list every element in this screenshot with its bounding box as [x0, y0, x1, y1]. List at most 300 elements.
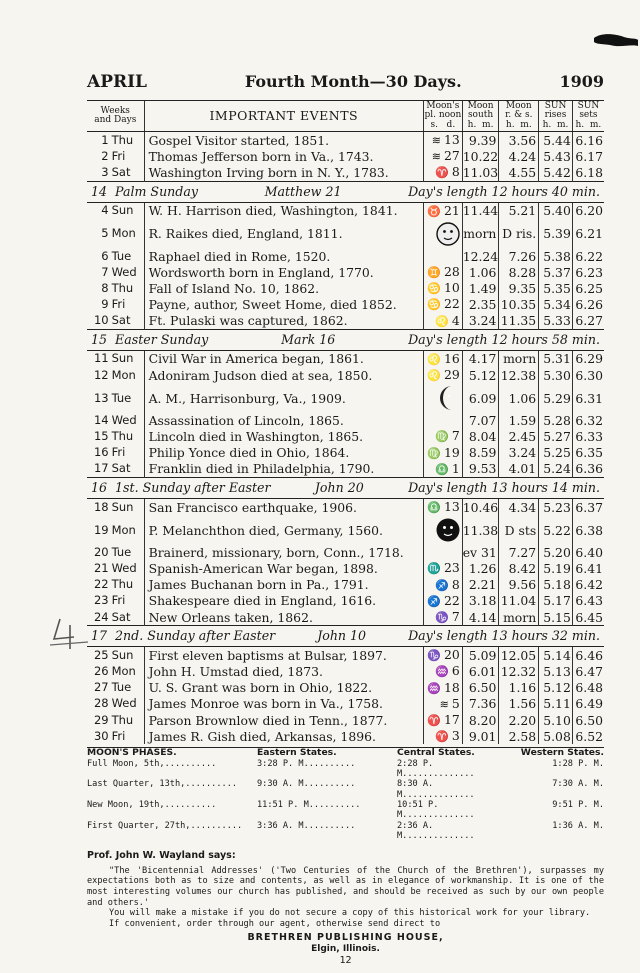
moon-south-cell: 2.21: [462, 577, 499, 593]
sun-sets-cell: 6.29: [572, 350, 604, 367]
moon-place-cell: [423, 383, 462, 413]
sun-sets-cell: 6.30: [572, 367, 604, 383]
col-moon-south: Moon south h. m.: [462, 101, 499, 132]
sun-rises-cell: 5.15: [539, 609, 573, 626]
week-gospel: Mark 16: [281, 331, 336, 347]
event-cell: Philip Yonce died in Ohio, 1864.: [144, 445, 423, 461]
sun-rises-cell: 5.25: [539, 445, 573, 461]
day-row: [87, 647, 604, 664]
event-cell: Ft. Pulaski was captured, 1862.: [144, 313, 423, 330]
moon-rise-set-cell: 2.45: [499, 428, 539, 444]
moon-degree: 29: [443, 367, 460, 383]
moon-rise-set-cell: morn: [499, 350, 539, 367]
weekday: Sat: [111, 313, 131, 328]
sun-sets-cell: 6.52: [572, 728, 604, 744]
day-label: [87, 313, 144, 330]
weekday: Tue: [111, 248, 132, 263]
zodiac-sign-icon: ♌: [435, 314, 449, 328]
moon-place-cell: [423, 577, 462, 593]
sun-sets-cell: 6.26: [572, 296, 604, 312]
day-number: 22: [93, 577, 109, 592]
col-weeks-days: Weeks and Days: [87, 101, 144, 132]
moon-degree: 13: [443, 132, 460, 147]
day-number: 7: [101, 264, 109, 279]
day-number: 20: [93, 545, 109, 560]
calendar-table: [87, 101, 604, 744]
day-number: 15: [93, 428, 109, 443]
day-number: 11: [93, 351, 109, 366]
month-label: APRIL: [87, 72, 148, 92]
moon-phase-row: [87, 821, 604, 842]
week-heading-row: [87, 329, 604, 350]
day-number: 21: [93, 560, 109, 575]
col-sun-rises: SUN rises h. m.: [539, 101, 573, 132]
day-label: [87, 560, 144, 576]
zodiac-sign-icon: ♒: [427, 681, 441, 695]
moon-degree: 7: [451, 609, 460, 625]
day-row: [87, 148, 604, 164]
moon-south-cell: 4.14: [462, 609, 499, 626]
zodiac-sign-icon: ♐: [435, 578, 449, 592]
sun-sets-cell: 6.31: [572, 383, 604, 413]
moon-rise-set-cell: 3.56: [499, 132, 539, 149]
moon-rise-set-cell: 4.55: [499, 164, 539, 181]
phase-label: Last Quarter, 13th,..........: [87, 779, 238, 790]
zodiac-sign-icon: ♉: [427, 204, 441, 218]
day-number: 4: [101, 203, 109, 218]
day-row: [87, 712, 604, 728]
moon-rise-set-cell: 9.35: [499, 280, 539, 296]
moon-degree: 6: [451, 663, 460, 679]
sun-rises-cell: 5.31: [539, 350, 573, 367]
moon-place-cell: [423, 132, 462, 149]
day-row: [87, 350, 604, 367]
moon-place-cell: [423, 202, 462, 219]
event-cell: Gospel Visitor started, 1851.: [144, 132, 423, 149]
moon-degree: 27: [443, 148, 460, 164]
day-number: 3: [101, 164, 109, 179]
day-number: 6: [101, 248, 109, 263]
moon-degree: 10: [443, 280, 460, 296]
moon-south-cell: 6.50: [462, 680, 499, 696]
day-label: [87, 264, 144, 280]
day-label: [87, 545, 144, 560]
sun-sets-cell: 6.18: [572, 164, 604, 181]
year-label: 1909: [559, 72, 604, 91]
phase-eastern-time: 11:51 P. M..........: [257, 799, 361, 810]
day-label: [87, 680, 144, 696]
sun-rises-cell: 5.19: [539, 560, 573, 576]
week-number: 16: [91, 480, 108, 496]
week-gospel: Matthew 21: [264, 183, 342, 199]
moon-place-cell: [423, 663, 462, 679]
day-label: [87, 696, 144, 712]
weekday: Fri: [111, 296, 126, 311]
moon-place-cell: [423, 560, 462, 576]
moon-place-cell: [423, 264, 462, 280]
moon-phases-header: [87, 748, 604, 758]
col-sun-sets: SUN sets h. m.: [572, 101, 604, 132]
moon-south-cell: 11.44: [462, 203, 499, 219]
moon-rise-set-cell: 7.27: [499, 545, 539, 560]
event-cell: Adoniram Judson died at sea, 1850.: [144, 367, 423, 383]
event-cell: First eleven baptisms at Bulsar, 1897.: [144, 647, 423, 664]
weekday: Mon: [111, 663, 136, 678]
moon-rise-set-cell: 12.38: [499, 367, 539, 383]
moon-place-cell: [423, 413, 462, 428]
moon-phases-rows: [87, 759, 604, 841]
sun-rises-cell: 5.18: [539, 577, 573, 593]
day-row: [87, 663, 604, 679]
moon-south-cell: 8.59: [462, 445, 499, 461]
weekday: Wed: [111, 560, 137, 575]
sun-rises-cell: 5.39: [539, 219, 573, 249]
day-row: [87, 413, 604, 428]
sun-sets-cell: 6.48: [572, 680, 604, 696]
moon-south-cell: ev 31: [462, 545, 499, 560]
ad-paragraph-1: "The 'Bicentennial Addresses' ('Two Centuries of the Church of the Brethren'), surpasses my expectations both as to size and contents, as well as in elegance of workmanship. It is one of the most interesting volumes our church has published, and should be received as such by our own people and others.': [87, 865, 604, 908]
day-label: [87, 249, 144, 264]
phase-eastern-time: 9:30 A. M..........: [257, 779, 356, 790]
weekday: Thu: [111, 132, 134, 147]
moon-phase-row: [87, 800, 604, 821]
moon-degree: 8: [451, 164, 460, 180]
zodiac-sign-icon: ♈: [427, 714, 441, 728]
weekday: Thu: [111, 428, 134, 443]
moon-place-cell: [423, 148, 462, 164]
moon-place-cell: [423, 164, 462, 181]
day-label: [87, 593, 144, 609]
day-number: 13: [93, 390, 109, 405]
weekday: Wed: [111, 696, 137, 711]
zodiac-sign-icon: ≋: [431, 134, 441, 147]
event-cell: James R. Gish died, Arkansas, 1896.: [144, 728, 423, 744]
event-cell: W. H. Harrison died, Washington, 1841.: [144, 202, 423, 219]
moon-place-cell: [423, 219, 462, 249]
event-cell: James Buchanan born in Pa., 1791.: [144, 577, 423, 593]
col-events: IMPORTANT EVENTS: [144, 101, 423, 132]
week-name: Easter Sunday: [115, 331, 209, 347]
zodiac-sign-icon: ♌: [427, 369, 441, 383]
event-cell: Parson Brownlow died in Tenn., 1877.: [144, 712, 423, 728]
phase-eastern-time: 3:36 A. M..........: [257, 820, 356, 831]
day-row: [87, 428, 604, 444]
moon-south-cell: 12.24: [462, 248, 499, 264]
day-row: [87, 313, 604, 330]
day-label: [87, 132, 144, 149]
day-label: [87, 202, 144, 219]
sun-sets-cell: 6.33: [572, 428, 604, 444]
sun-sets-cell: 6.41: [572, 560, 604, 576]
weekday: Mon: [111, 522, 136, 537]
moon-rise-set-cell: 12.32: [499, 663, 539, 679]
week-gospel: John 10: [317, 628, 367, 644]
week-day-length: Day's length 13 hours 32 min.: [408, 628, 600, 644]
zodiac-sign-icon: ≋: [439, 697, 449, 711]
moon-degree: 8: [451, 576, 460, 592]
ad-city: Elgin, Illinois.: [311, 943, 380, 954]
event-cell: Thomas Jefferson born in Va., 1743.: [144, 148, 423, 164]
sun-rises-cell: 5.30: [539, 367, 573, 383]
sun-rises-cell: 5.29: [539, 383, 573, 413]
weekday: Fri: [111, 445, 126, 460]
week-heading-cell: [87, 626, 604, 647]
moon-rise-set-cell: 11.04: [499, 593, 539, 609]
moon-south-cell: 3.24: [462, 313, 499, 330]
day-row: [87, 219, 604, 249]
day-row: [87, 280, 604, 296]
moon-place-cell: [423, 367, 462, 383]
day-label: [87, 499, 144, 516]
moon-rise-set-cell: D ris.: [499, 219, 539, 249]
event-cell: Washington Irving born in N. Y., 1783.: [144, 164, 423, 181]
moon-place-cell: [423, 499, 462, 516]
sun-sets-cell: 6.22: [572, 249, 604, 264]
sun-rises-cell: 5.23: [539, 499, 573, 516]
moon-south-cell: 9.01: [462, 728, 499, 744]
sun-rises-cell: 5.17: [539, 593, 573, 609]
day-row: [87, 593, 604, 609]
ink-smudge: [590, 30, 638, 50]
moon-south-cell: 10.22: [462, 148, 499, 164]
phase-western-time: 1:28 P. M.: [552, 758, 604, 769]
zodiac-sign-icon: ♑: [435, 611, 449, 625]
sun-rises-cell: 5.08: [539, 728, 573, 744]
moon-south-cell: 11.03: [462, 164, 499, 180]
moon-phase-row: [87, 759, 604, 780]
weekday: Thu: [111, 577, 134, 592]
sun-sets-cell: 6.20: [572, 202, 604, 219]
phase-central-time: 2:36 A. M..............: [397, 820, 475, 841]
sun-sets-cell: 6.17: [572, 148, 604, 164]
event-cell: R. Raikes died, England, 1811.: [144, 219, 423, 249]
sun-sets-cell: 6.42: [572, 577, 604, 593]
day-row: [87, 264, 604, 280]
day-number: 16: [93, 445, 109, 460]
zodiac-sign-icon: ♈: [435, 730, 449, 744]
day-label: [87, 280, 144, 296]
day-label: [87, 428, 144, 444]
moon-place-cell: [423, 428, 462, 444]
weekday: Tue: [111, 390, 132, 405]
weekday: Tue: [111, 680, 132, 695]
moon-place-cell: [423, 461, 462, 478]
day-row: [87, 445, 604, 461]
weekday: Sun: [111, 647, 134, 662]
phase-label: New Moon, 19th,..........: [87, 799, 217, 810]
day-number: 30: [93, 728, 109, 743]
event-cell: Assassination of Lincoln, 1865.: [144, 413, 423, 428]
zodiac-sign-icon: ♈: [435, 166, 449, 180]
moon-rise-set-cell: 12.05: [499, 647, 539, 664]
calendar-body: [87, 132, 604, 745]
day-number: 25: [93, 647, 109, 662]
day-row: [87, 461, 604, 478]
day-number: 8: [101, 280, 109, 295]
moon-south-cell: 5.12: [462, 367, 499, 383]
moon-rise-set-cell: 4.34: [499, 499, 539, 516]
day-row: [87, 164, 604, 181]
col-moon-place: Moon's pl. noon s. d.: [424, 101, 462, 130]
zodiac-sign-icon: ♏: [427, 562, 441, 576]
page-number: 12: [339, 954, 352, 966]
weekday: Mon: [111, 367, 136, 382]
ad-byline: Prof. John W. Wayland says:: [87, 850, 236, 862]
moon-south-cell: 4.17: [462, 350, 499, 367]
moon-place-cell: [423, 545, 462, 560]
weekday: Sat: [111, 164, 131, 179]
moon-rise-set-cell: 8.28: [499, 264, 539, 280]
zodiac-sign-icon: ♋: [427, 282, 441, 296]
moon-south-cell: 8.20: [462, 712, 499, 728]
day-number: 18: [93, 499, 109, 514]
moon-place-cell: [423, 249, 462, 264]
event-cell: U. S. Grant was born in Ohio, 1822.: [144, 680, 423, 696]
sun-sets-cell: 6.43: [572, 593, 604, 609]
day-row: [87, 202, 604, 219]
zodiac-sign-icon: ♎: [427, 501, 441, 515]
moon-rise-set-cell: 1.59: [499, 413, 539, 428]
month-title: Fourth Month—30 Days.: [244, 72, 462, 91]
column-header-row: [87, 101, 604, 132]
sun-rises-cell: 5.37: [539, 264, 573, 280]
day-number: 27: [93, 680, 109, 695]
week-heading-row: [87, 626, 604, 647]
sun-sets-cell: 6.46: [572, 647, 604, 664]
sun-sets-cell: 6.25: [572, 280, 604, 296]
moon-place-cell: [423, 593, 462, 609]
day-number: 2: [101, 148, 109, 163]
phase-label: First Quarter, 27th,..........: [87, 820, 243, 831]
week-heading-cell: [87, 478, 604, 499]
sun-sets-cell: 6.36: [572, 461, 604, 478]
week-gospel: John 20: [314, 480, 364, 496]
weekday: Wed: [111, 264, 137, 279]
weekday: Sun: [111, 351, 134, 366]
sun-rises-cell: 5.35: [539, 280, 573, 296]
zodiac-sign-icon: ♌: [427, 352, 441, 366]
day-number: 10: [93, 313, 109, 328]
week-day-length: Day's length 13 hours 14 min.: [408, 480, 600, 496]
moon-south-cell: 7.07: [462, 413, 499, 428]
moon-rise-set-cell: 11.35: [499, 313, 539, 330]
sun-sets-cell: 6.40: [572, 545, 604, 560]
event-cell: Franklin died in Philadelphia, 1790.: [144, 461, 423, 478]
day-row: [87, 249, 604, 264]
moon-rise-set-cell: 10.35: [499, 296, 539, 312]
moon-phase-row: [87, 779, 604, 800]
day-row: [87, 296, 604, 312]
page-header: [87, 72, 604, 101]
phase-label: Full Moon, 5th,..........: [87, 758, 217, 769]
moon-phase-full-icon: [436, 219, 460, 249]
moon-south-cell: 2.35: [462, 296, 499, 312]
sun-sets-cell: 6.16: [572, 132, 604, 149]
moon-south-cell: 7.36: [462, 696, 499, 712]
event-cell: James Monroe was born in Va., 1758.: [144, 696, 423, 712]
sun-sets-cell: 6.27: [572, 313, 604, 330]
day-label: [87, 164, 144, 181]
moon-rise-set-cell: 8.42: [499, 560, 539, 576]
eastern-states-label: Eastern States.: [257, 747, 337, 759]
phase-central-time: 10:51 P. M..............: [397, 799, 475, 821]
moon-rise-set-cell: 1.56: [499, 696, 539, 712]
moon-rise-set-cell: 1.06: [499, 383, 539, 413]
weekday: Sat: [111, 461, 131, 476]
moon-rise-set-cell: 1.16: [499, 680, 539, 696]
phase-central-time: 2:28 P. M..............: [397, 758, 475, 780]
moon-degree: 5: [451, 695, 460, 711]
sun-sets-cell: 6.38: [572, 515, 604, 545]
week-number: 17: [91, 628, 108, 644]
sun-rises-cell: 5.11: [539, 696, 573, 712]
sun-rises-cell: 5.42: [539, 164, 573, 181]
moon-degree: 16: [443, 350, 460, 366]
event-cell: Raphael died in Rome, 1520.: [144, 249, 423, 264]
day-label: [87, 148, 144, 164]
day-number: 19: [93, 522, 109, 537]
moon-place-cell: [423, 728, 462, 744]
day-label: [87, 515, 144, 545]
day-row: [87, 499, 604, 516]
col-moon-rise-set: Moon r. & s. h. m.: [499, 101, 539, 132]
sun-rises-cell: 5.43: [539, 148, 573, 164]
weekday: Fri: [111, 728, 126, 743]
day-label: [87, 445, 144, 461]
moon-place-cell: [423, 647, 462, 664]
event-cell: Fall of Island No. 10, 1862.: [144, 280, 423, 296]
day-number: 29: [93, 712, 109, 727]
sun-sets-cell: 6.21: [572, 219, 604, 249]
moon-south-cell: morn: [462, 219, 499, 249]
sun-rises-cell: 5.27: [539, 428, 573, 444]
week-name: 2nd. Sunday after Easter: [115, 628, 276, 644]
event-cell: A. M., Harrisonburg, Va., 1909.: [144, 383, 423, 413]
sun-rises-cell: 5.24: [539, 461, 573, 478]
day-row: [87, 577, 604, 593]
zodiac-sign-icon: ♎: [435, 462, 449, 476]
day-label: [87, 609, 144, 626]
weekday: Wed: [111, 413, 137, 428]
moon-south-cell: 1.06: [462, 264, 499, 280]
event-cell: Shakespeare died in England, 1616.: [144, 593, 423, 609]
sun-sets-cell: 6.50: [572, 712, 604, 728]
phase-central-time: 8:30 A. M..............: [397, 779, 475, 800]
sun-sets-cell: 6.37: [572, 499, 604, 516]
moon-rise-set-cell: 4.01: [499, 461, 539, 478]
day-row: [87, 367, 604, 383]
sun-rises-cell: 5.20: [539, 545, 573, 560]
day-label: [87, 647, 144, 664]
day-number: 28: [93, 696, 109, 711]
sun-rises-cell: 5.10: [539, 712, 573, 728]
moon-degree: 21: [443, 202, 460, 218]
weekday: Thu: [111, 280, 134, 295]
sun-sets-cell: 6.45: [572, 609, 604, 626]
sun-rises-cell: 5.22: [539, 515, 573, 545]
moon-degree: 18: [443, 679, 460, 695]
moon-south-cell: 8.04: [462, 428, 499, 444]
weekday: Sun: [111, 499, 134, 514]
phase-eastern-time: 3:28 P. M..........: [257, 758, 356, 769]
moon-rise-set-cell: 2.58: [499, 728, 539, 744]
week-heading-row: [87, 478, 604, 499]
weekday: Sat: [111, 609, 131, 624]
moon-south-cell: 3.18: [462, 593, 499, 609]
moon-place-cell: [423, 350, 462, 367]
week-heading-cell: [87, 329, 604, 350]
sun-rises-cell: 5.44: [539, 132, 573, 149]
